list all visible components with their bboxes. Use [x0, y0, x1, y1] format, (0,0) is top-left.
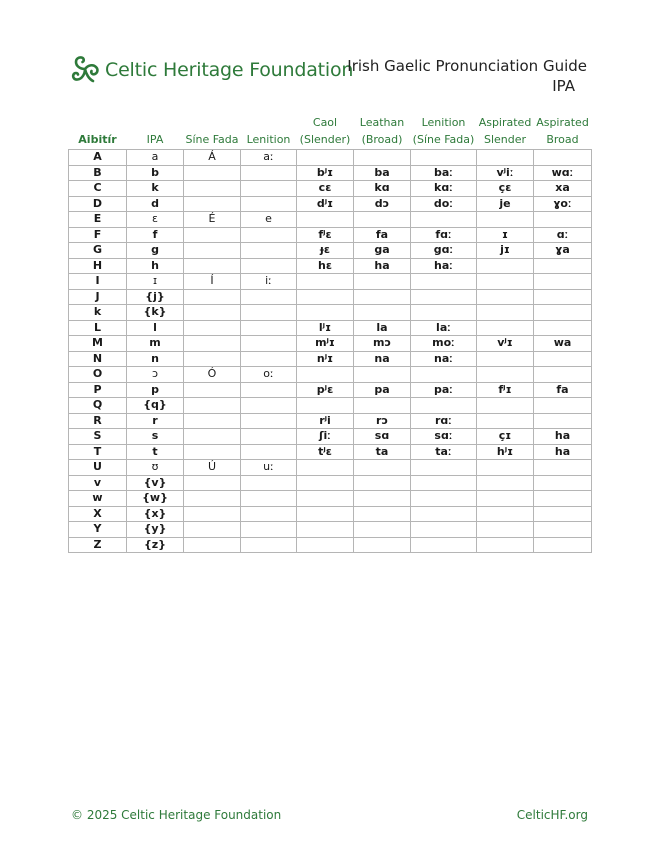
ipa-cell: [184, 196, 241, 212]
ipa-cell: [354, 491, 411, 507]
column-header-text: (Broad): [361, 133, 403, 146]
ipa-cell: ɣa: [534, 243, 592, 259]
ipa-cell: [411, 537, 477, 553]
ipa-cell: [534, 475, 592, 491]
column-header: [534, 112, 592, 150]
ipa-cell: vʲiː: [477, 165, 534, 181]
ipa-cell: [241, 398, 297, 414]
table-row: [69, 336, 592, 352]
pronunciation-table: [68, 112, 592, 553]
ipa-cell: [534, 460, 592, 476]
ipa-cell: [184, 305, 241, 321]
ipa-cell: h: [127, 258, 184, 274]
letter-cell: S: [69, 429, 127, 445]
ipa-cell: [184, 165, 241, 181]
ipa-cell: [534, 274, 592, 290]
table-row: [69, 398, 592, 414]
ipa-cell: fʲɛ: [297, 227, 354, 243]
table-row: [69, 289, 592, 305]
ipa-cell: b: [127, 165, 184, 181]
ipa-cell: Á: [184, 150, 241, 166]
ipa-cell: kɑː: [411, 181, 477, 197]
ipa-cell: a: [127, 150, 184, 166]
ipa-cell: paː: [411, 382, 477, 398]
ipa-cell: {v}: [127, 475, 184, 491]
ipa-cell: [184, 243, 241, 259]
table-row: [69, 382, 592, 398]
ipa-cell: na: [354, 351, 411, 367]
ipa-cell: xa: [534, 181, 592, 197]
ipa-cell: [354, 522, 411, 538]
ipa-cell: [477, 274, 534, 290]
ipa-cell: gɑː: [411, 243, 477, 259]
letter-cell: U: [69, 460, 127, 476]
letter-cell: Y: [69, 522, 127, 538]
ipa-cell: [411, 367, 477, 383]
table-row: [69, 243, 592, 259]
ipa-cell: [354, 460, 411, 476]
ipa-cell: [411, 491, 477, 507]
ipa-cell: [184, 506, 241, 522]
ipa-cell: [241, 227, 297, 243]
ipa-cell: [534, 491, 592, 507]
ipa-cell: wa: [534, 336, 592, 352]
ipa-cell: g: [127, 243, 184, 259]
column-header-text: IPA: [146, 133, 164, 146]
ipa-cell: [354, 367, 411, 383]
ipa-cell: pʲɛ: [297, 382, 354, 398]
table-row: [69, 258, 592, 274]
ipa-cell: [297, 460, 354, 476]
ipa-cell: ba: [354, 165, 411, 181]
column-header: [354, 112, 411, 150]
letter-cell: A: [69, 150, 127, 166]
letter-cell: k: [69, 305, 127, 321]
ipa-cell: n: [127, 351, 184, 367]
ipa-cell: ɔ: [127, 367, 184, 383]
table-row: [69, 165, 592, 181]
ipa-cell: [354, 305, 411, 321]
ipa-cell: [477, 398, 534, 414]
ipa-cell: je: [477, 196, 534, 212]
ipa-cell: [411, 398, 477, 414]
ipa-cell: [241, 258, 297, 274]
ipa-cell: [184, 382, 241, 398]
ipa-cell: [241, 537, 297, 553]
ipa-cell: [477, 212, 534, 228]
ipa-cell: moː: [411, 336, 477, 352]
table-row: [69, 150, 592, 166]
letter-cell: B: [69, 165, 127, 181]
ipa-cell: [241, 181, 297, 197]
ipa-cell: fʲɪ: [477, 382, 534, 398]
table-row: [69, 506, 592, 522]
ipa-cell: [297, 475, 354, 491]
ipa-cell: [241, 320, 297, 336]
ipa-cell: l: [127, 320, 184, 336]
table-row: [69, 196, 592, 212]
ipa-cell: [184, 258, 241, 274]
ipa-cell: nʲɪ: [297, 351, 354, 367]
ipa-cell: [477, 320, 534, 336]
ipa-cell: {q}: [127, 398, 184, 414]
ipa-cell: [184, 289, 241, 305]
ipa-cell: lʲɪ: [297, 320, 354, 336]
ipa-cell: iː: [241, 274, 297, 290]
ipa-cell: [534, 506, 592, 522]
table-row: [69, 181, 592, 197]
ipa-cell: [241, 382, 297, 398]
ipa-cell: Ó: [184, 367, 241, 383]
ipa-cell: hɛ: [297, 258, 354, 274]
ipa-cell: [534, 398, 592, 414]
column-header-text: Broad: [546, 133, 579, 146]
ipa-cell: çɛ: [477, 181, 534, 197]
ipa-cell: ʊ: [127, 460, 184, 476]
ipa-cell: p: [127, 382, 184, 398]
letter-cell: T: [69, 444, 127, 460]
ipa-cell: la: [354, 320, 411, 336]
letter-cell: Z: [69, 537, 127, 553]
ipa-cell: [411, 305, 477, 321]
table-row: [69, 305, 592, 321]
ipa-cell: [477, 289, 534, 305]
ipa-cell: [184, 181, 241, 197]
column-header-text: Síne Fada: [185, 133, 239, 146]
ipa-cell: [477, 367, 534, 383]
ipa-cell: ha: [534, 444, 592, 460]
footer-website-link[interactable]: CelticHF.org: [516, 808, 588, 822]
column-header-text: Aspirated: [536, 116, 589, 129]
letter-cell: P: [69, 382, 127, 398]
ipa-cell: [184, 522, 241, 538]
table-row: [69, 444, 592, 460]
ipa-cell: sɑː: [411, 429, 477, 445]
ipa-cell: ɑː: [534, 227, 592, 243]
table-row: [69, 522, 592, 538]
table-row: [69, 429, 592, 445]
table-row: [69, 320, 592, 336]
table-header-row: [69, 112, 592, 150]
column-header: [297, 112, 354, 150]
triskele-icon: [68, 53, 102, 87]
ipa-cell: fa: [354, 227, 411, 243]
ipa-cell: [184, 475, 241, 491]
ipa-cell: ʃiː: [297, 429, 354, 445]
ipa-cell: [184, 537, 241, 553]
ipa-cell: [241, 475, 297, 491]
ipa-cell: rɑː: [411, 413, 477, 429]
column-header-text: (Slender): [299, 133, 351, 146]
ipa-cell: [477, 413, 534, 429]
ipa-cell: [184, 336, 241, 352]
column-header-text: Caol: [312, 116, 338, 129]
column-header: [241, 112, 297, 150]
ipa-cell: [297, 522, 354, 538]
table-row: [69, 475, 592, 491]
ipa-cell: r: [127, 413, 184, 429]
ipa-cell: [411, 274, 477, 290]
letter-cell: H: [69, 258, 127, 274]
column-header: [411, 112, 477, 150]
ipa-cell: s: [127, 429, 184, 445]
ipa-cell: [477, 258, 534, 274]
ipa-cell: [297, 506, 354, 522]
ipa-cell: aː: [241, 150, 297, 166]
ipa-cell: [241, 243, 297, 259]
letter-cell: J: [69, 289, 127, 305]
table-row: [69, 491, 592, 507]
table-row: [69, 413, 592, 429]
ipa-cell: [241, 522, 297, 538]
column-header: [127, 112, 184, 150]
ipa-cell: [534, 351, 592, 367]
ipa-cell: [411, 150, 477, 166]
ipa-cell: t: [127, 444, 184, 460]
table-row: [69, 274, 592, 290]
ipa-cell: [534, 367, 592, 383]
ipa-cell: {x}: [127, 506, 184, 522]
ipa-cell: rɔ: [354, 413, 411, 429]
ipa-cell: [354, 398, 411, 414]
column-header: [184, 112, 241, 150]
letter-cell: D: [69, 196, 127, 212]
ipa-cell: e: [241, 212, 297, 228]
ipa-cell: [297, 491, 354, 507]
ipa-cell: [241, 165, 297, 181]
ipa-cell: {k}: [127, 305, 184, 321]
ipa-cell: [534, 413, 592, 429]
letter-cell: C: [69, 181, 127, 197]
ipa-cell: [297, 274, 354, 290]
ipa-cell: [411, 289, 477, 305]
ipa-cell: [184, 351, 241, 367]
ipa-cell: [354, 212, 411, 228]
letter-cell: G: [69, 243, 127, 259]
letter-cell: N: [69, 351, 127, 367]
table-row: [69, 212, 592, 228]
ipa-cell: [477, 460, 534, 476]
ipa-cell: taː: [411, 444, 477, 460]
ipa-cell: [411, 522, 477, 538]
table-row: [69, 351, 592, 367]
logo: [68, 53, 353, 87]
ipa-cell: [534, 320, 592, 336]
ipa-cell: [297, 367, 354, 383]
column-header: [477, 112, 534, 150]
column-header: [69, 112, 127, 150]
ipa-cell: [534, 258, 592, 274]
ipa-cell: ha: [534, 429, 592, 445]
letter-cell: E: [69, 212, 127, 228]
ipa-cell: [354, 150, 411, 166]
column-header-text: Leathan: [359, 116, 405, 129]
ipa-cell: [534, 212, 592, 228]
title-line-2: IPA: [552, 77, 575, 95]
ipa-cell: tʲɛ: [297, 444, 354, 460]
ipa-cell: ɟɛ: [297, 243, 354, 259]
ipa-cell: dɔ: [354, 196, 411, 212]
ipa-cell: bʲɪ: [297, 165, 354, 181]
ipa-cell: [297, 537, 354, 553]
column-header-text: Aspirated: [478, 116, 532, 129]
column-header-text: Lenition: [246, 133, 291, 146]
ipa-cell: mɔ: [354, 336, 411, 352]
ipa-cell: çɪ: [477, 429, 534, 445]
column-header-text: Slender: [483, 133, 527, 146]
footer-copyright: © 2025 Celtic Heritage Foundation: [71, 808, 282, 822]
ipa-cell: fɑː: [411, 227, 477, 243]
ipa-cell: kɑ: [354, 181, 411, 197]
letter-cell: w: [69, 491, 127, 507]
ipa-cell: [354, 289, 411, 305]
ipa-cell: [241, 506, 297, 522]
ipa-cell: naː: [411, 351, 477, 367]
ipa-cell: [411, 506, 477, 522]
ipa-cell: {w}: [127, 491, 184, 507]
letter-cell: M: [69, 336, 127, 352]
letter-cell: Q: [69, 398, 127, 414]
ipa-cell: [184, 491, 241, 507]
ipa-cell: [241, 336, 297, 352]
ipa-cell: É: [184, 212, 241, 228]
ipa-cell: [477, 506, 534, 522]
ipa-cell: laː: [411, 320, 477, 336]
ipa-cell: uː: [241, 460, 297, 476]
ipa-cell: jɪ: [477, 243, 534, 259]
ipa-cell: ta: [354, 444, 411, 460]
table-row: [69, 460, 592, 476]
table-row: [69, 227, 592, 243]
ipa-cell: ɛ: [127, 212, 184, 228]
ipa-cell: ɣoː: [534, 196, 592, 212]
ipa-cell: [297, 150, 354, 166]
ipa-cell: mʲɪ: [297, 336, 354, 352]
column-header-text: Aibitír: [78, 133, 117, 146]
ipa-cell: [184, 429, 241, 445]
ipa-cell: [477, 475, 534, 491]
ipa-cell: [297, 398, 354, 414]
ipa-cell: {z}: [127, 537, 184, 553]
ipa-cell: ɪ: [477, 227, 534, 243]
ipa-cell: [411, 475, 477, 491]
letter-cell: F: [69, 227, 127, 243]
ipa-cell: [534, 150, 592, 166]
ipa-cell: [241, 491, 297, 507]
ipa-cell: fa: [534, 382, 592, 398]
letter-cell: v: [69, 475, 127, 491]
letter-cell: I: [69, 274, 127, 290]
ipa-cell: [241, 413, 297, 429]
ipa-cell: wɑː: [534, 165, 592, 181]
ipa-cell: [241, 444, 297, 460]
ipa-cell: [241, 289, 297, 305]
ipa-cell: ɪ: [127, 274, 184, 290]
ipa-cell: sɑ: [354, 429, 411, 445]
ipa-cell: baː: [411, 165, 477, 181]
ipa-cell: [297, 289, 354, 305]
ipa-cell: m: [127, 336, 184, 352]
ipa-cell: Ú: [184, 460, 241, 476]
ipa-cell: Í: [184, 274, 241, 290]
ipa-cell: [411, 460, 477, 476]
ipa-cell: [534, 522, 592, 538]
title-line-1: Irish Gaelic Pronunciation Guide: [347, 57, 587, 75]
ipa-cell: cɛ: [297, 181, 354, 197]
letter-cell: R: [69, 413, 127, 429]
ipa-cell: hʲɪ: [477, 444, 534, 460]
ipa-cell: d: [127, 196, 184, 212]
letter-cell: L: [69, 320, 127, 336]
ipa-cell: [184, 413, 241, 429]
ipa-cell: {j}: [127, 289, 184, 305]
ipa-cell: haː: [411, 258, 477, 274]
ipa-cell: [354, 537, 411, 553]
ipa-cell: dʲɪ: [297, 196, 354, 212]
ipa-cell: [241, 351, 297, 367]
ipa-cell: [241, 196, 297, 212]
ipa-cell: [184, 320, 241, 336]
ipa-cell: [534, 537, 592, 553]
ipa-cell: [477, 351, 534, 367]
ipa-cell: pa: [354, 382, 411, 398]
column-header-text: (Síne Fada): [412, 133, 475, 146]
ipa-cell: [184, 398, 241, 414]
ipa-cell: [477, 537, 534, 553]
ipa-cell: oː: [241, 367, 297, 383]
table-body: [69, 150, 592, 553]
ipa-cell: [354, 274, 411, 290]
ipa-cell: [534, 305, 592, 321]
ipa-cell: [354, 475, 411, 491]
ipa-cell: [184, 227, 241, 243]
ipa-cell: [297, 305, 354, 321]
ipa-cell: ha: [354, 258, 411, 274]
ipa-cell: [534, 289, 592, 305]
ipa-cell: {y}: [127, 522, 184, 538]
ipa-cell: [184, 444, 241, 460]
ipa-cell: f: [127, 227, 184, 243]
ipa-cell: vʲɪ: [477, 336, 534, 352]
ipa-cell: [241, 305, 297, 321]
ipa-cell: [477, 522, 534, 538]
ipa-cell: [241, 429, 297, 445]
ipa-cell: [477, 491, 534, 507]
letter-cell: O: [69, 367, 127, 383]
ipa-cell: ga: [354, 243, 411, 259]
document-title: [347, 56, 587, 96]
ipa-cell: k: [127, 181, 184, 197]
table-row: [69, 537, 592, 553]
column-header-text: Lenition: [421, 116, 466, 129]
org-name: Celtic Heritage Foundation: [105, 59, 354, 81]
ipa-cell: rʲi: [297, 413, 354, 429]
table-row: [69, 367, 592, 383]
ipa-cell: [297, 212, 354, 228]
ipa-cell: [354, 506, 411, 522]
letter-cell: X: [69, 506, 127, 522]
ipa-cell: [477, 150, 534, 166]
ipa-cell: [477, 305, 534, 321]
ipa-cell: [411, 212, 477, 228]
ipa-cell: doː: [411, 196, 477, 212]
